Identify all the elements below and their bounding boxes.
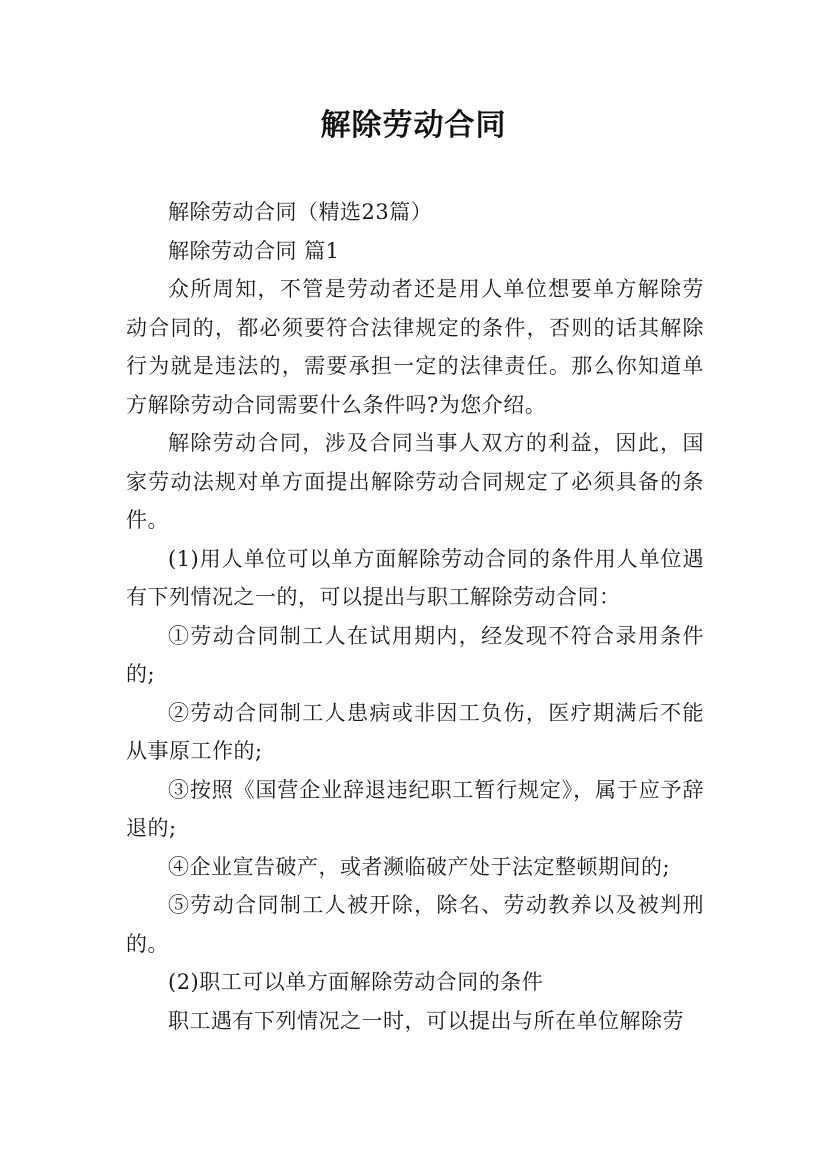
document-title: 解除劳动合同	[320, 108, 507, 143]
list-item-3: ③按照《国营企业辞退违纪职工暂行规定》，属于应予辞退的;	[126, 777, 704, 840]
paragraph-intro: 众所周知，不管是劳动者还是用人单位想要单方解除劳动合同的，都必须要符合法律规定的条件，否则的话其解除行为就是违法的，需要承担一定的法律责任。那么你知道单方解除劳动合同需要什么条件吗?为您介绍。	[126, 277, 704, 417]
paragraph-section-heading: 解除劳动合同 篇1	[168, 238, 340, 263]
list-item-1: ①劳动合同制工人在试用期内，经发现不符合录用条件的;	[126, 623, 704, 686]
paragraph-conditions: 解除劳动合同，涉及合同当事人双方的利益，因此，国家劳动法规对单方面提出解除劳动合同规定了必须具备的条件。	[126, 431, 704, 532]
list-item-5: ⑤劳动合同制工人被开除，除名、劳动教养以及被判刑的。	[126, 893, 704, 956]
paragraph-subtitle: 解除劳动合同（精选23篇）	[168, 200, 433, 224]
list-item-2: ②劳动合同制工人患病或非因工负伤，医疗期满后不能从事原工作的;	[126, 700, 704, 763]
document-body	[126, 193, 704, 1040]
paragraph-employer-conditions: (1)用人单位可以单方面解除劳动合同的条件用人单位遇有下列情况之一的，可以提出与职工解除劳动合同：	[126, 546, 704, 609]
list-item-4: ④企业宣告破产，或者濒临破产处于法定整顿期间的;	[168, 854, 671, 879]
paragraph-employee-conditions-heading: (2)职工可以单方面解除劳动合同的条件	[168, 970, 544, 994]
paragraph-employee-conditions: 职工遇有下列情况之一时，可以提出与所在单位解除劳	[168, 1008, 684, 1033]
